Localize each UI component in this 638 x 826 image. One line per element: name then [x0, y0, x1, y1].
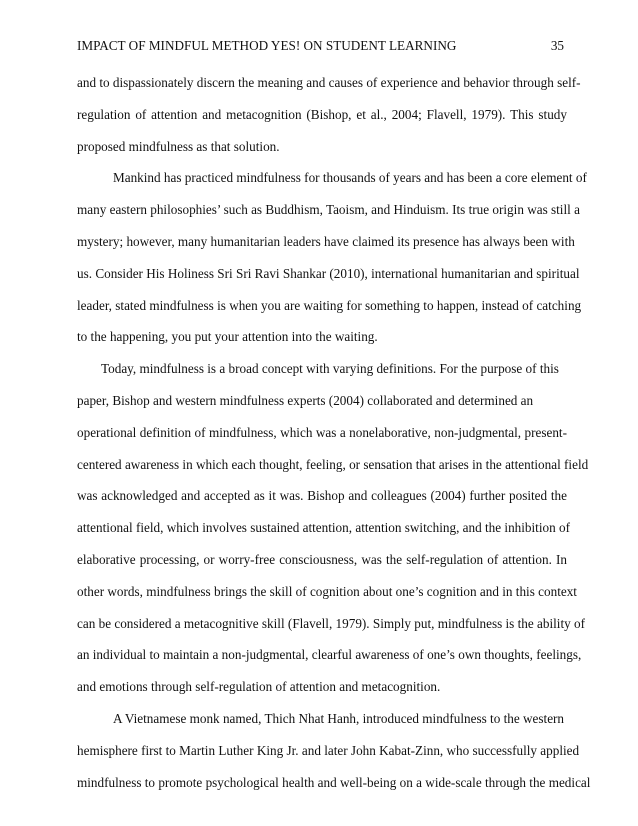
- text-line: can be considered a metacognitive skill (Flavell, 1979). Simply put, mindfulness is the ability of: [77, 615, 585, 631]
- text-line: mystery; however, many humanitarian leaders have claimed its presence has always been with: [77, 233, 575, 249]
- text-line: proposed mindfulness as that solution.: [77, 138, 280, 154]
- text-line: many eastern philosophies’ such as Buddhism, Taoism, and Hinduism. Its true origin was still a: [77, 202, 580, 218]
- text-line: elaborative processing, or worry-free consciousness, was the self-regulation of attention. In: [77, 551, 567, 567]
- text-line: an individual to maintain a non-judgmental, clearful awareness of one’s own thoughts, feelings,: [77, 647, 582, 663]
- text-line: us. Consider His Holiness Sri Sri Ravi Shankar (2010), international humanitarian and spiritual: [77, 265, 580, 281]
- text-line: Mankind has practiced mindfulness for thousands of years and has been a core element of: [113, 170, 587, 186]
- text-line: A Vietnamese monk named, Thich Nhat Hanh, introduced mindfulness to the western: [113, 710, 565, 726]
- text-line: attentional field, which involves sustained attention, attention switching, and the inhibition of: [77, 520, 570, 536]
- text-line: was acknowledged and accepted as it was. Bishop and colleagues (2004) further posited the: [77, 488, 567, 504]
- text-line: operational definition of mindfulness, which was a nonelaborative, non-judgmental, present-: [77, 424, 567, 440]
- text-line: other words, mindfulness brings the skill of cognition about one’s cognition and in this context: [77, 583, 577, 599]
- body-text: [77, 67, 591, 798]
- text-line: mindfulness to promote psychological health and well-being on a wide-scale through the medical: [77, 774, 591, 790]
- text-line: leader, stated mindfulness is when you are waiting for something to happen, instead of catching: [77, 297, 582, 313]
- text-line: and emotions through self-regulation of attention and metacognition.: [77, 679, 441, 695]
- text-line: and to dispassionately discern the meaning and causes of experience and behavior through self-: [77, 75, 581, 90]
- text-line: to the happening, you put your attention into the waiting.: [77, 329, 378, 345]
- page-number: 35: [550, 38, 564, 53]
- text-line: regulation of attention and metacognition (Bishop, et al., 2004; Flavell, 1979). This study: [77, 106, 567, 122]
- text-line: hemisphere first to Martin Luther King Jr. and later John Kabat-Zinn, who successfully applied: [77, 742, 580, 758]
- running-head: IMPACT OF MINDFUL METHOD YES! ON STUDENT LEARNING: [77, 38, 457, 53]
- text-line: centered awareness in which each thought, feeling, or sensation that arises in the attentional field: [77, 456, 589, 472]
- text-line: Today, mindfulness is a broad concept with varying definitions. For the purpose of this: [101, 361, 559, 377]
- text-line: paper, Bishop and western mindfulness experts (2004) collaborated and determined an: [77, 392, 534, 408]
